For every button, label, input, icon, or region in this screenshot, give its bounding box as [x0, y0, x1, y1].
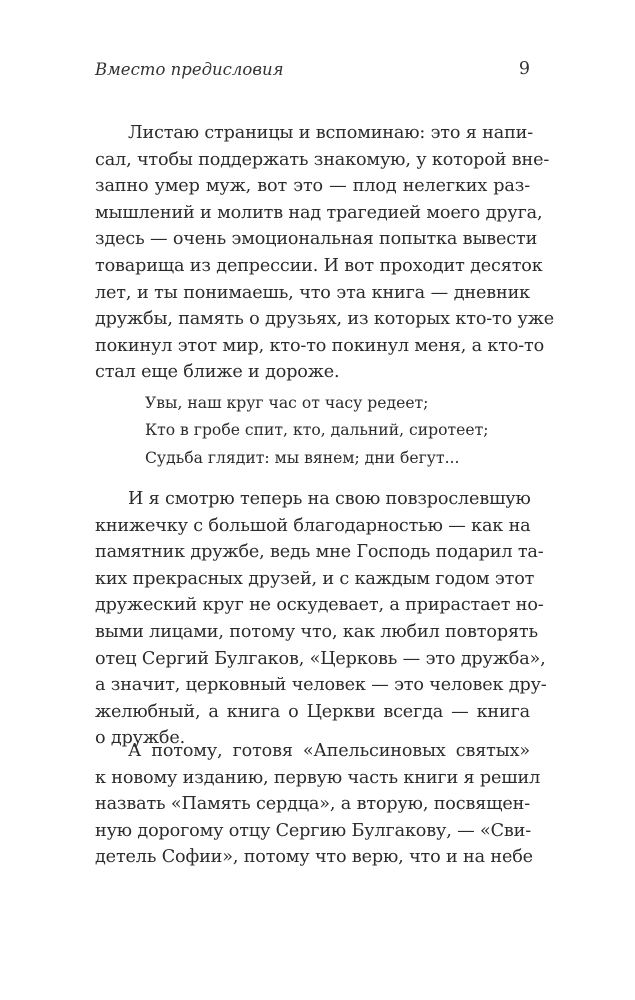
- text-line: мышлений и молитв над трагедией моего друга,: [95, 202, 543, 223]
- poem-line: Увы, наш круг час от часу редеет;: [145, 394, 429, 412]
- text-line: отец Сергий Булгаков, «Церковь — это дружба»,: [95, 648, 546, 669]
- text-line: запно умер муж, вот это — плод нелегких раз-: [95, 176, 530, 197]
- text-line: о дружбе.: [95, 728, 186, 749]
- running-title: Вместо предисловия: [95, 60, 284, 79]
- text-line: детель Софии», потому что верю, что и на небе: [95, 847, 533, 868]
- page-number: 9: [518, 59, 530, 79]
- text-line: назвать «Память сердца», а вторую, посвящен-: [95, 794, 530, 815]
- text-line: ких прекрасных друзей, и с каждым годом этот: [95, 568, 535, 589]
- paragraph-2: [95, 486, 547, 752]
- text-line: к новому изданию, первую часть книги я решил: [95, 767, 541, 788]
- text-line: товарища из депрессии. И вот проходит десяток: [95, 255, 543, 276]
- text-line: выми лицами, потому что, как любил повторять: [95, 621, 538, 642]
- text-line: ную дорогому отцу Сергию Булгакову, — «Сви-: [95, 820, 532, 841]
- text-line: здесь — очень эмоциональная попытка вывести: [95, 229, 538, 250]
- text-line: книжечку с большой благодарностью — как на: [95, 515, 531, 536]
- text-line: Листаю страницы и вспоминаю: это я напи-: [128, 123, 534, 143]
- poem-line: Судьба глядит: мы вянем; дни бегут...: [145, 448, 460, 467]
- text-line: покинул этот мир, кто-то покинул меня, а кто-то: [95, 335, 545, 356]
- text-line: И я смотрю теперь на свою повзрослевшую: [128, 489, 531, 509]
- text-line: лет, и ты понимаешь, что эта книга — дневник: [95, 282, 530, 303]
- text-line: стал еще ближе и дороже.: [95, 362, 340, 383]
- poem-line: Кто в гробе спит, кто, дальний, сиротеет;: [145, 421, 489, 440]
- text-line: а значит, церковный человек — это человек дру-: [95, 675, 547, 696]
- poem-quote: [145, 390, 488, 472]
- text-line: А потому, готовя «Апельсиновых святых»: [128, 741, 530, 761]
- text-line: памятник дружбе, ведь мне Господь подарил та-: [95, 542, 544, 563]
- text-line: дружеский круг не оскудевает, а прирастает но-: [95, 595, 544, 616]
- text-line: дружбы, память о друзьях, из которых кто-то уже: [95, 309, 555, 330]
- text-line: желюбный, а книга о Церкви всегда — книга: [95, 701, 530, 722]
- paragraph-1: [95, 120, 555, 386]
- text-line: сал, чтобы поддержать знакомую, у которой вне-: [95, 149, 550, 170]
- paragraph-3: [95, 738, 541, 871]
